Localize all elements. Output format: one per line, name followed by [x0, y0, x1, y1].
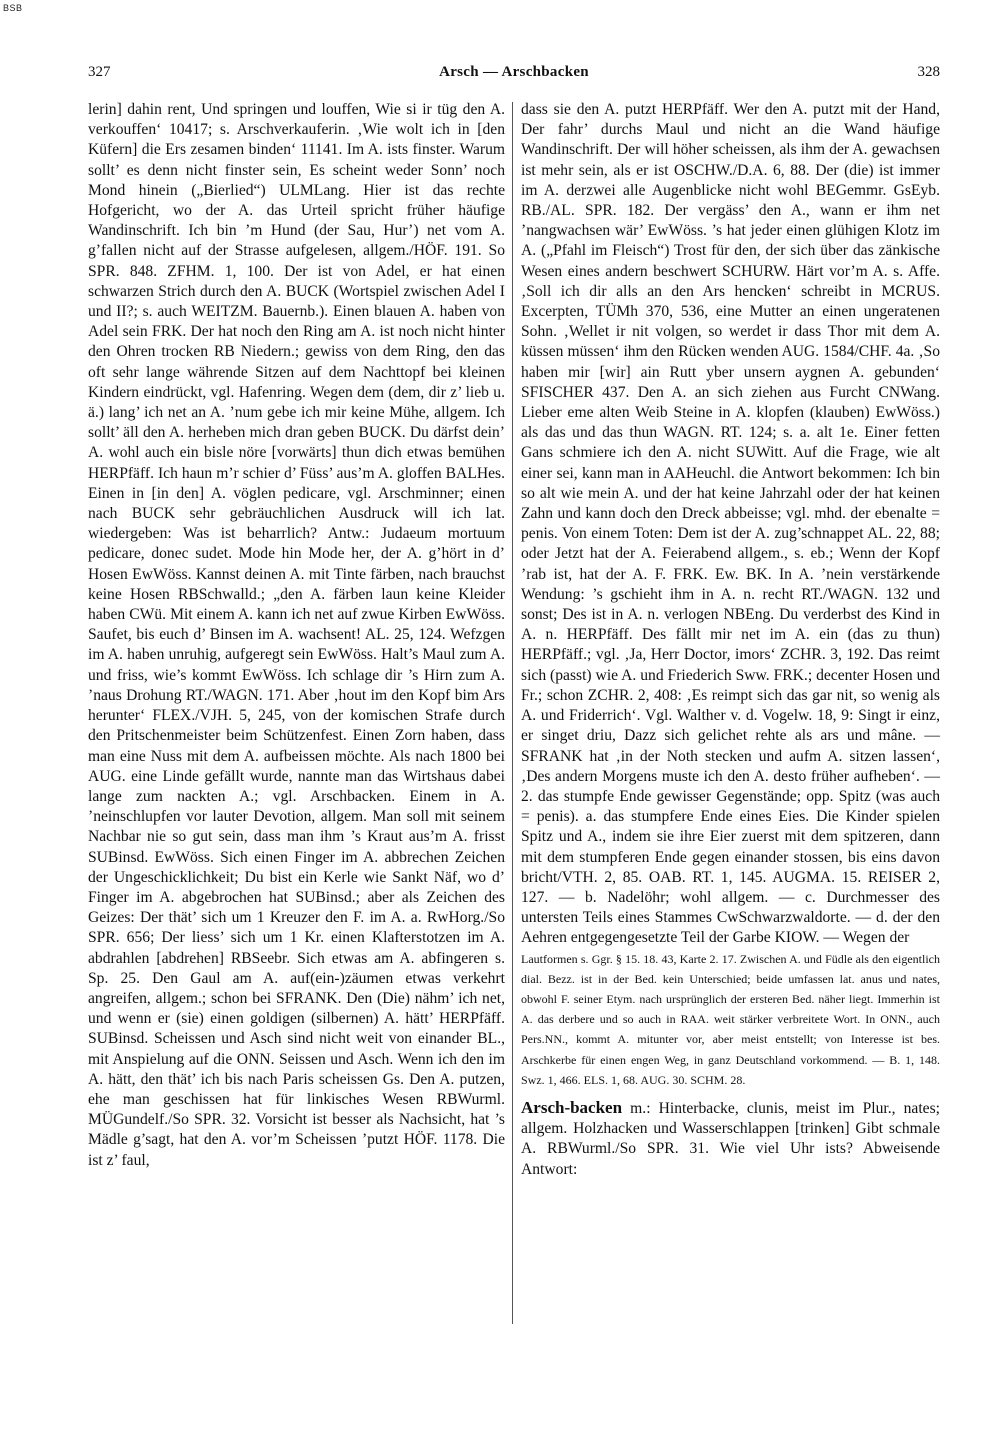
- etymology-note: Lautformen s. Ggr. § 15. 18. 43, Karte 2. 17. Zwischen A. und Füdle als den eigentlich dial. Bezz. ist in der Bed. kein Unterschied; beide umfassen lat. anus und nates, obwohl F. seiner Etym. nach ursprünglich der ersteren Bed. näher liegt. Immerhin ist A. das derbere und so auch in RAA. weit stärker verbreitete Wort. In ONN., auch Pers.NN., kommt A. mitunter vor, aber meist entstellt; von Interesse ist bes. Arschkerbe für einen engen Weg, in ganz Deutschland vorkommend. — B. 1, 148. Swz. 1, 466. ELS. 1, 68. AUG. 30. SCHM. 28.: [521, 951, 940, 1087]
- right-column: [521, 100, 940, 1180]
- page-header: [88, 64, 940, 88]
- library-stamp: BSB: [3, 3, 23, 13]
- page-number-left: 327: [88, 64, 111, 80]
- entry-text: m.: Hinterbacke, clunis, meist im Plur., nates; allgem. Holzhacken und Wasserschlappen [trinken] Gibt schmale A. RBWurml./So SPR. 31. Wie viel Uhr ists? Abweisende Antwort:: [521, 1099, 940, 1178]
- right-column-text: dass sie den A. putzt HERPfäff. Wer den A. putzt mit der Hand, Der fahr’ durchs Maul und nicht an die Wand häufige Wandinschrift. Der will höher scheissen, als ihm der A. gewachsen ist mehr sein, als er ist OSCHW./D.A. 6, 88. Der (die) ist immer im A. derzwei alle Augenblicke nicht wohl BEGemmr. GsEyb. RB./AL. SPR. 182. Der vergäss’ den A., wann er ihm net ’nangwachsen wär’ EwWöss. ’s hat jeder einen glühigen Klotz im A. („Pfahl im Fleisch“) Trost für den, der sich über das zänkische Wesen eines andern beschwert SCHURW. Härt vor’m A. s. Affe. ‚Soll ich dir alls an den Ars hencken‘ schreibt in MCRUS. Excerpten, TÜMh 370, 536, eine Mutter an einen ungeratenen Sohn. ‚Wellet ir nit volgen, so werdet ir dass Thor mit dem A. küssen müssen‘ ihm den Rücken wenden AUG. 1584/CHF. 4a. ‚So haben mir [wir] ain Rutt yber unsern aygnen A. gebunden‘ SFISCHER 437. Den A. an sich ziehen aus Furcht CNWang. Lieber eme alten Weib Steine in A. klopfen (klauben) EwWöss.) als das und das thun WAGN. RT. 124; s. a. alt 1e. Einer fetten Gans schmiere ich den A. nicht SUWitt. Auf die Frage, wie alt einer sei, kann man in AAHeuchl. die Antwort bekommen: Ich bin so alt wie mein A. und der hat keine Jahrzahl oder der hat keinen Zahn und kann doch den Dreck abbeisse; vgl. mhd. der ebenalte = penis. Von einem Toten: Dem ist der A. zug’schnappet AL. 22, 88; oder Jetzt hat der A. Feierabend allgem., s. eb.; Wenn der Kopf ’rab ist, hat der A. F. FRK. Ew. BK. In A. ’nein verstärkende Wendung: ’s gschieht ihm in A. n. recht RT./WAGN. 132 und sonst; Des ist in A. n. verlogen NBEng. Du verderbst des Kind in A. n. HERPfäff. Des fällt mir net im A. ein (das zu thun) HERPfäff.; vgl. ‚Ja, Herr Doctor, imors‘ ZCHR. 3, 192. Das reimt sich (passt) wie A. und Friederich Sww. FRK.; decenter Hosen und Fr.; schon ZCHR. 2, 408: ‚Es reimpt sich das gar nit, so wenig als A. und Friderrich‘. Vgl. Walther v. d. Vogelw. 18, 9: Singt ir einz, er singet driu, Dazz sich gelichet rehte als ars und mâne. — SFRANK hat ‚in der Noth stecken und aufm A. sitzen lassen‘, ‚Des andern Morgens muste ich den A. desto früher aufheben‘. — 2. das stumpfe Ende gewisser Gegenstände; opp. Spitz (was auch = penis). a. das stumpfere Ende eines Eies. Die Kinder spielen Spitz und A., indem sie ihre Eier zuerst mit dem spitzeren, dann mit dem stumpferen Ende gegen einander stossen, bis eins davon bricht/VTH. 2, 85. OAB. RT. 1, 145. AUGMA. 15. REISER 2, 127. — b. Nadelöhr; wohl allgem. — c. Durchmesser des untersten Teils eines Stammes CwSchwarzwaldorte. — d. der den Aehren entgegengesetzte Teil der Garbe KIOW. — Wegen der: [521, 101, 940, 947]
- left-column: [88, 100, 505, 1171]
- left-column-text: lerin] dahin rent, Und springen und louffen, Wie si ir tüg den A. verkouffen‘ 10417; s. Arschverkauferin. ‚Wie wolt ich in [den Küfern] die Ers zesamen binden‘ 11141. Im A. ists finster. Warum sollt’ es denn nicht finster sein, Es scheint weder Sonn’ noch Mond hinein („Bierlied“) ULMLang. Hier ist das rechte Hofgericht, wo der A. das Urteil spricht früher häufige Wandinschrift. Ich bin ’m Hund (der Sau, Hur’) net vom A. g’fallen nicht auf der Strasse aufgelesen, allgem./HÖF. 191. So SPR. 848. ZFHM. 1, 100. Der ist von Adel, er hat einen schwarzen Strich durch den A. BUCK (Wortspiel zwischen Adel I und II?; s. auch WEITZM. Bauernb.). Einen blauen A. haben von Adel sein FRK. Der hat noch den Ring am A. ist noch nicht hinter den Ohren trocken RB Niedern.; gewiss von dem Ring, den das oft sehr lange währende Sitzen auf dem Nachttopf bei kleinen Kindern eindrückt, vgl. Hafenring. Wegen dem (dem, dir z’ lieb u. ä.) lang’ ich net an A. ’num gebe ich mir keine Mühe, allgem. Ich sollt’ äll den A. herheben mich dran geben BUCK. Du därfst dein’ A. wohl auch ein bisle nöre [vorwärts] thun dich etwas bemühen HERPfäff. Ich haun m’r schier d’ Füss’ aus’m A. gloffen BALHes. Einen in [in den] A. vöglen pedicare, vgl. Arschminner; einen nach BUCK sehr gebräuchlichen Ausdruck will ich lat. wiedergeben: Was ist beharrlich? Antw.: Judaeum mortuum pedicare, donec sudet. Mode hin Mode her, der A. g’hört in d’ Hosen EwWöss. Kannst deinen A. mit Tinte färben, nach brauchst keine Hosen RBSchwalld.; „den A. färben laun keine Kleider haben CWü. Mit einem A. kann ich net auf zwue Kirben EwWöss. Saufet, bis euch d’ Binsen im A. wachsent! AL. 25, 124. Wefzgen im A. haben unruhig, aufgeregt sein EwWöss. Halt’s Maul zum A. und friss, wie’s kommt EwWöss. Ich schlage dir ’s Hirn zum A. ’naus Drohung RT./WAGN. 171. Aber ‚hout im den Kopf bim Ars herunter‘ FLEX./VJH. 5, 245, von der komischen Strafe durch den Pritschenmeister beim Schützenfest. Einen Zorn haben, dass man eine Nuss mit dem A. aufbeissen möchte. Als nach 1800 bei AUG. eine Linde gefällt wurde, nannte man das Wirtshaus dabei lange zum nackten A.; vgl. Arschbacken. Einem in A. ’neinschlupfen vor lauter Devotion, allgem. Man soll mit seinem Nachbar nie so gut sein, dass man ihm ’s Kraut aus’m A. frisst SUBinsd. EwWöss. Sich einen Finger im A. abbrechen Zeichen der Ungeschicklichkeit; Du bist ein Kerle wie Sankt Näf, wo d’ Finger im A. abgebrochen hat SUBinsd.; aber als Zeichen des Geizes: Der thät’ sich um 1 Kreuzer den F. im A. a. RwHorg./So SPR. 656; Der liess’ sich um 1 Kr. einen Klafterstotzen im A. abdrahlen [abdrehen] RBSeebr. Sich etwas am A. abfingeren s. Sp. 25. Den Gaul am A. auf(ein-)zäumen etwas verkehrt angreifen, allgem.; schon bei SFRANK. Den (Die) nähm’ ich net, und wenn er (sie) einen goldigen (silbernen) A. hätt’ HERPfäff. SUBinsd. Scheissen und Asch sind nicht weit von einander BL., mit Anspielung auf die ONN. Seissen und Asch. Wenn ich den im A. hätt, den thät’ ich bis nach Paris scheissen Gs. Den A. putzen, ehe man geschissen hat für linkisches Wesen RBWurml. MÜGundelf./So SPR. 32. Vorsicht ist besser als Nachsicht, hat ’s Mädle g’sagt, hat den A. vor’m Scheissen ’putzt HÖF. 1178. Die ist z’ faul,: [88, 101, 505, 1169]
- dictionary-entry: [521, 1098, 940, 1180]
- column-divider: [512, 102, 513, 1324]
- entry-lemma: Arsch-backen: [521, 1097, 623, 1117]
- running-title: Arsch — Arschbacken: [439, 64, 589, 80]
- page-number-right: 328: [917, 64, 940, 80]
